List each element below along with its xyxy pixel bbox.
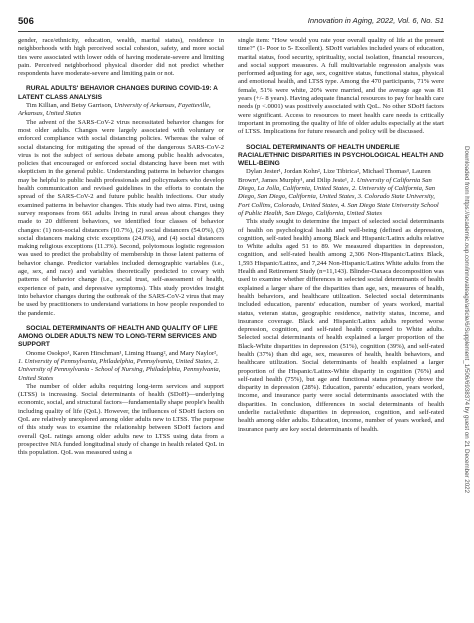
abstract-body: The number of older adults requiring long-term services and support (LTSS) is increasing. Social determinants of health (SDoH)—underlying economic, social, and structural factors—fundamentally shape people's health including quality of life (QoL). However, the influences of SDoH factors on QoL are relatively unexplored among older adults new to LTSS. The purpose of this study was to examine the relationship between SDoH factors and overall QoL ratings among older adults new to LTSS using data from a prospective NIA funded longitudinal study of change in health related QoL in this population. QoL was measured using a [18, 382, 224, 457]
author-affiliation: 1. University of Pennsylvania, Philadelphia, Pennsylvania, United States, 2. University of Pennsylvania - School of Nursing, Philadelphia, Pennsylvania, United States [18, 357, 221, 382]
page-number: 506 [18, 16, 34, 27]
abstract-body: The advent of the SARS-CoV-2 virus necessitated behavior changes for most older adults. Changes were largely associated with voluntary or enforced compliance with social distancing policies. Whereas the value of social distancing for mitigating the spread of the dangerous SARS-CoV-2 virus is not the subject of serious debate among public health advocates, policies that encouraged or enforced social distancing have been met with skepticism in the general public. Understanding patterns in behavior changes may be helpful to public health professionals and policymakers who develop health communication and revised guidelines in the efforts to contain the spread of the SARS-CoV-2 and future public health infections. Our study examined patterns in behavior changes. This study had two aims. First, using survey responses from 661 adults living in rural areas about changes they made to 20 different behaviors, we identified four classes of behavior changes: (1) non-social distancers (10.7%), (2) social distancers (54.0%), (3) social distancers making civic exceptions (24.0%), and (4) social distancers making religious exceptions (11.3%). Second, polytomous logistic regression was used to predict the probability of membership in those latent patterns of behavior change. Predictor variables included demographic variables (i.e., age, sex, and race) and variables theoretically predicted to covary with patterns of behavior change (i.e., social trust, self-assessment of health, experience of pain, and depressive symptoms). This study provides insight into behavior changes during the outbreak of the SARS-CoV-2 virus that may be used by practitioners to understand variations in how people responded to the pandemic. [18, 118, 224, 317]
continuation-paragraph: single item: "How would you rate your overall quality of life at the present time?" (1- Poor to 5- Excellent). SDoH variables included years of education, marital status, food security, spirituality, social isolation, financial resources, and social support measures. A full multivariable regression analysis was performed adjusting for age, sex, cognitive status, functional status, physical and emotional health, and LTSS type. Among the 470 participants, 71% were female, 51% were white, 20% were married, and the average age was 81 years (+/- 8 years). Having adequate financial resources to pay for health care needs (p <.0001) was positively associated with QoL. No other SDoH factors were significant. Access to resources to meet health care needs is critically important in promoting the quality of life of older adults especially at the start of LTSS. Implications for future research and policy will be discussed. [238, 37, 444, 136]
abstract-authors [18, 350, 224, 383]
abstract-rural-adults [18, 85, 224, 317]
abstract-sdoh-qol [18, 325, 224, 458]
left-column [18, 37, 224, 611]
abstract-sdoh-disparities [238, 144, 444, 434]
author-names: Onome Osokpo¹, Karen Hirschman¹, Liming Huang², and Mary Naylor², [26, 349, 218, 357]
abstract-authors [18, 102, 224, 119]
author-names: Dylan Jester¹, Jordan Kohn², Lize Tibirica², Michael Thomas³, Lauren Brown⁴, James Murphy¹, and Dilip Jeste¹, [238, 168, 431, 184]
abstract-title: RURAL ADULTS' BEHAVIOR CHANGES DURING COVID-19: A LATENT CLASS ANALYSIS [18, 85, 218, 101]
continuation-paragraph: gender, race/ethnicity, education, wealth, marital status), residence in neighborhoods with high perceived social cohesion, safety, and more social ties were associated with lower odds of having moderate-severe and limiting pain. Perceived neighborhood physical disorder did not predict whether respondents have moderate-severe and limiting pain or not. [18, 37, 224, 78]
abstract-title: SOCIAL DETERMINANTS OF HEALTH UNDERLIE RACIAL/ETHNIC DISPARITIES IN PSYCHOLOGICAL HEALTH AND WELL-BEING [238, 143, 444, 168]
page-header [18, 16, 444, 32]
abstract-authors [238, 168, 444, 218]
author-names: Tim Killian, and Betsy Garrison, [26, 102, 113, 110]
header-rule [18, 31, 444, 32]
author-affiliation: University of Arkansas, Fayetteville, Arkansas, United States [18, 102, 211, 118]
author-affiliation: 1. University of California San Diego, La Jolla, California, United States, 2. University of California, San Diego, San Diego, California, United States, 3. Colorado State University, Fort Collins, Colorado, United States, 4. San Diego State University School of Public Health, San Diego, California, United States [238, 176, 439, 217]
right-column [238, 37, 444, 611]
download-watermark: Downloaded from https://academic.oup.com/innovateage/article/6/Supplement_1/506/6938374 by guest on 21 December 2022 [463, 146, 470, 494]
abstract-body: This study sought to determine the impact of selected social determinants of health on psychological health and well-being (defined as depression, cognition, self-rated health) among Black and Hispanic/Latinx adults relative to White adults aged 51 to 89. We measured disparities in depression, cognition, and self-rated health among 2,306 Non-Hispanic/Latinx Black, 1,593 Hispanic/Latinx, and 7,244 Non-Hispanic/Latinx White adults from the Health and Retirement Study (n=11,143). Blinder-Oaxaca decomposition was used to examine whether differences in selected social determinants of health explained a larger share of the disparities than age, sex, measures of health, health behaviors, and healthcare utilization. Selected social determinants included education, parents' education, number of years worked, marital status, veteran status, geographic residence, nativity status, income, and insurance coverage. Black and Hispanic/Latinx adults reported worse depression, cognition, and self-rated health compared to White adults. Selected social determinants of health explained a larger proportion of the Black-White disparities in depression (51%), cognition (39%), and self-rated health (37%) than did age, sex, measures of health, health behaviors, and healthcare utilization. Social determinants of health explained a larger proportion of the Hispanic/Latinx-White disparity in cognition (76%) and self-rated health (75%), but age and functional status primarily drove the disparity in depression (28%). Education, parents' education, years worked, income, and insurance party were social determinants associated with the disparities. In conclusion, differences in social determinants of health underlie racial/ethnic disparities in depression, cognition, and self-rated health among older adults. Education, income, number of years worked, and insurance party are key social determinants of health. [238, 218, 444, 433]
abstract-title: SOCIAL DETERMINANTS OF HEALTH AND QUALITY OF LIFE AMONG OLDER ADULTS NEW TO LONG-TERM SERVICES AND SUPPORT [18, 324, 218, 349]
journal-citation: Innovation in Aging, 2022, Vol. 6, No. S1 [307, 16, 444, 25]
